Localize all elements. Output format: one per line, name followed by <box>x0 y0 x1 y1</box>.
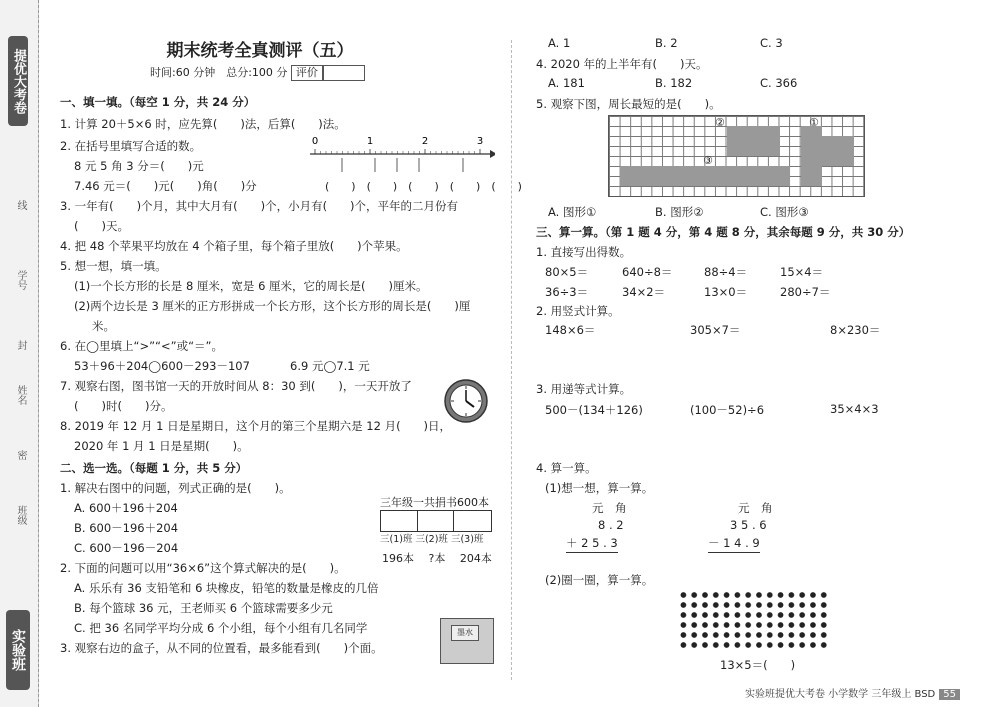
unit-header-2: 元 角 <box>738 501 773 515</box>
q1-4: 4. 把 48 个苹果平均放在 4 个箱子里，每个箱子里放( )个苹果。 <box>60 239 408 253</box>
q3-4b: (2)圈一圈，算一算。 <box>545 573 654 587</box>
stepwise-calc-2: (100－52)÷6 <box>690 403 765 417</box>
calc-r2c4: 280÷7＝ <box>780 285 831 299</box>
eval-label: 评价 <box>291 65 323 81</box>
q2-2c: C. 把 36 名同学平均分成 6 个小组，每个小组有几名同学 <box>74 621 368 635</box>
q2-4b: B. 182 <box>655 76 693 90</box>
tick-0: 0 <box>311 136 319 147</box>
page-footer <box>745 685 960 700</box>
calc-r1c2: 640÷8＝ <box>622 265 673 279</box>
shape-1-stem <box>801 126 822 186</box>
section3-heading: 三、算一算。（第 1 题 4 分，第 4 题 8 分，其余每题 9 分，共 30 分） <box>536 225 911 239</box>
q3-1: 1. 直接写出得数。 <box>536 245 632 259</box>
numline-blanks: ( ) ( ) ( ) ( ) ( ) <box>325 180 522 193</box>
q1-7b: ( )时( )分。 <box>74 399 173 413</box>
tick-3: 3 <box>476 136 484 147</box>
q3-3: 3. 用递等式计算。 <box>536 382 632 396</box>
shape-2 <box>727 126 780 156</box>
q2-2: 2. 下面的问题可以用“36×6”这个算式解决的是( )。 <box>60 561 346 575</box>
page-number: 55 <box>939 689 960 700</box>
sub-top: 3 5 . 6 <box>730 518 767 532</box>
vertical-calc-1: 148×6＝ <box>545 323 596 337</box>
q1-5b1: (2)两个边长是 3 厘米的正方形拼成一个长方形，这个长方形的周长是( )厘 <box>74 299 471 313</box>
calc-r1c3: 88÷4＝ <box>704 265 748 279</box>
student-id-label: 学号 <box>15 270 26 290</box>
q1-5: 5. 想一想，填一填。 <box>60 259 167 273</box>
calc-r2c1: 36÷3＝ <box>545 285 589 299</box>
q2-5b: B. 图形② <box>655 205 704 219</box>
stepwise-calc-3: 35×4×3 <box>830 402 879 416</box>
secret-label: 密 <box>15 450 26 460</box>
q1-6a: 53＋96＋204◯600－293－107 <box>74 359 250 373</box>
class-label: 班级 <box>15 505 26 525</box>
q1-5b2: 米。 <box>92 319 115 333</box>
add-bottom: ＋ 2 5 . 3 <box>566 535 618 553</box>
ink-box-image <box>440 618 494 664</box>
q2-4c: C. 366 <box>760 76 798 90</box>
binding-strip <box>0 0 39 707</box>
sub-bottom: － 1 4 . 9 <box>708 535 760 553</box>
shape-1-arm <box>822 136 854 166</box>
shape-3-label: ③ <box>703 154 713 167</box>
unit-header-1: 元 角 <box>592 501 627 515</box>
vertical-calc-2: 305×7＝ <box>690 323 741 337</box>
q2-1a: A. 600＋196＋204 <box>74 501 178 515</box>
q2-3a: A. 1 <box>548 36 571 50</box>
footer-text: 实验班提优大考卷 小学数学 三年级上 BSD <box>744 689 936 700</box>
q1-2b: 7.46 元＝( )元( )角( )分 <box>74 179 257 193</box>
stepwise-calc-1: 500－(134＋126) <box>545 403 643 417</box>
shape-1-label: ① <box>809 116 819 129</box>
q1-8b: 2020 年 1 月 1 日是星期( )。 <box>74 439 249 453</box>
brand-logo-bottom: 实验班 <box>6 610 30 690</box>
vertical-calc-3: 8×230＝ <box>830 323 881 337</box>
q2-4: 4. 2020 年的上半年有( )天。 <box>536 57 708 71</box>
donation-values: 196本 ?本 204本 <box>382 552 492 565</box>
q2-1c: C. 600－196－204 <box>74 541 179 555</box>
q1-6: 6. 在◯里填上“>”“<”或“＝”。 <box>60 339 224 353</box>
calc-r2c2: 34×2＝ <box>622 285 666 299</box>
calc-r2c3: 13×0＝ <box>704 285 748 299</box>
q2-5: 5. 观察下图，周长最短的是( )。 <box>536 97 721 111</box>
q1-1: 1. 计算 20＋5×6 时，应先算( )法，后算( )法。 <box>60 117 346 131</box>
q2-5c: C. 图形③ <box>760 205 809 219</box>
tick-2: 2 <box>421 136 429 147</box>
cut-line <box>38 0 39 707</box>
q3-4a: (1)想一想，算一算。 <box>545 481 654 495</box>
time-score: 时间:60 分钟 总分:100 分 <box>150 66 288 79</box>
q1-3a: 3. 一年有( )个月，其中大月有( )个，小月有( )个，平年的二月份有 <box>60 199 459 213</box>
tick-1: 1 <box>366 136 374 147</box>
q2-5a: A. 图形① <box>548 205 597 219</box>
calc-r1c4: 15×4＝ <box>780 265 824 279</box>
brand-logo-top: 提优大考卷 <box>8 36 28 126</box>
shape-2-label: ② <box>715 116 725 129</box>
section1-heading: 一、填一填。（每空 1 分，共 24 分） <box>60 95 256 109</box>
q2-1b: B. 600－196＋204 <box>74 521 179 535</box>
q3-2: 2. 用竖式计算。 <box>536 304 620 318</box>
q1-7a: 7. 观察右图，图书馆一天的开放时间从 8：30 到( )，一天开放了 <box>60 379 412 393</box>
donation-class-labels: 三(1)班 三(2)班 三(3)班 <box>380 534 484 545</box>
q2-3b: B. 2 <box>655 36 678 50</box>
q1-2: 2. 在括号里填写合适的数。 <box>60 139 202 153</box>
q2-3c: C. 3 <box>760 36 783 50</box>
seal-line-label: 线 <box>15 200 26 210</box>
number-line <box>305 132 495 177</box>
q2-4a: A. 181 <box>548 76 585 90</box>
q1-2a: 8 元 5 角 3 分＝( )元 <box>74 159 204 173</box>
seal-label: 封 <box>15 340 26 350</box>
q2-1: 1. 解决右图中的问题，列式正确的是( )。 <box>60 481 291 495</box>
ink-box-label: 墨水 <box>451 625 479 641</box>
add-top: 8 . 2 <box>598 518 624 532</box>
perimeter-grid <box>608 115 865 197</box>
dot-array <box>678 590 830 650</box>
q3-4: 4. 算一算。 <box>536 461 597 475</box>
dot-equation: 13×5＝( ) <box>720 658 796 672</box>
calc-r1c1: 80×5＝ <box>545 265 589 279</box>
q1-5a: (1)一个长方形的长是 8 厘米，宽是 6 厘米，它的周长是( )厘米。 <box>74 279 428 293</box>
donation-diagram-title: 三年级一共捐书600本 <box>380 496 489 509</box>
q1-8a: 8. 2019 年 12 月 1 日是星期日，这个月的第三个星期六是 12 月( )日， <box>60 419 452 433</box>
q2-2b: B. 每个篮球 36 元，王老师买 6 个篮球需要多少元 <box>74 601 333 615</box>
eval-box[interactable] <box>323 65 365 81</box>
q2-3: 3. 观察右边的盒子，从不同的位置看，最多能看到( )个面。 <box>60 641 383 655</box>
q1-3b: ( )天。 <box>74 219 129 233</box>
page-title: 期末统考全真测评（五） <box>166 41 354 61</box>
name-label: 姓名 <box>15 385 26 405</box>
section2-heading: 二、选一选。（每题 1 分，共 5 分） <box>60 461 248 475</box>
shape-3 <box>620 166 790 186</box>
donation-bar <box>380 510 492 532</box>
q1-6b: 6.9 元◯7.1 元 <box>290 359 370 373</box>
exam-meta <box>150 64 365 81</box>
q2-2a: A. 乐乐有 36 支铅笔和 6 块橡皮，铅笔的数量是橡皮的几倍 <box>74 581 379 595</box>
page-divider <box>511 40 512 680</box>
